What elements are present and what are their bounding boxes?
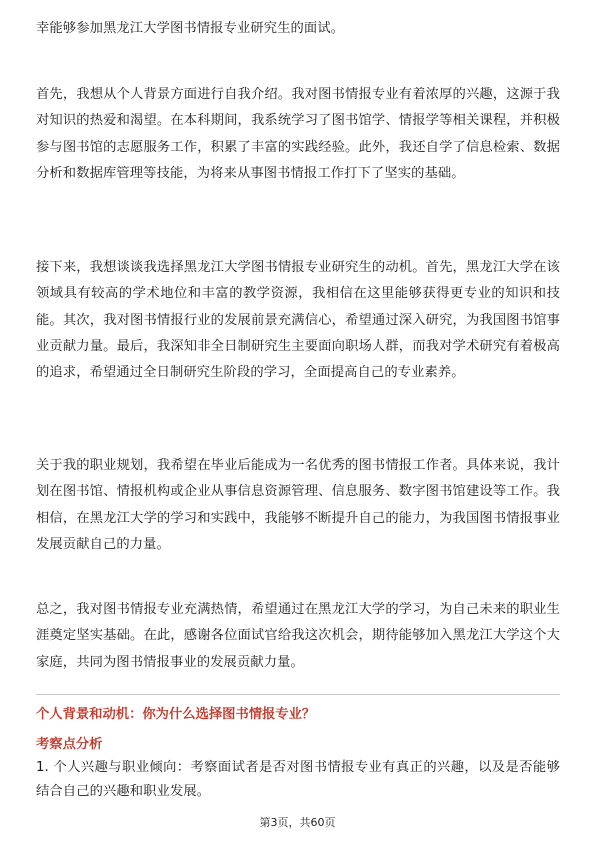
page-number: 第3页，共60页 [259,816,336,829]
paragraph-motivation: 接下来，我想谈谈我选择黑龙江大学图书情报专业研究生的动机。首先，黑龙江大学在该领域具有较高的学术地位和丰富的教学资源，我相信在这里能够获得更专业的知识和技能。其次，我对图书情报行业的发展前景充满信心，希望通过深入研究，为我国图书馆事业贡献力量。最后，我深知非全日制研究生主要面向职场人群，而我对学术研究有着极高的追求，希望通过全日制研究生阶段的学习，全面提高自己的专业素养。 [36,260,560,381]
paragraph-career-plan: 关于我的职业规划，我希望在毕业后能成为一名优秀的图书情报工作者。具体来说，我计划在图书馆、情报机构或企业从事信息资源管理、信息服务、数字图书馆建设等工作。我相信，在黑龙江大学的学习和实践中，我能够不断提升自己的能力，为我国图书情报事业发展贡献自己的力量。 [36,458,560,552]
analysis-point-1: 1. 个人兴趣与职业倾向：考察面试者是否对图书情报专业有真正的兴趣，以及是否能够结合自己的兴趣和职业发展。 [36,760,560,799]
analysis-heading: 考察点分析 [36,737,103,752]
section-divider [36,694,560,695]
paragraph-intro-tail: 幸能够参加黑龙江大学图书情报专业研究生的面试。 [36,21,345,36]
paragraph-conclusion: 总之，我对图书情报专业充满热情，希望通过在黑龙江大学的学习，为自己未来的职业生涯奠定坚实基础。在此，感谢各位面试官给我这次机会，期待能够加入黑龙江大学这个大家庭，共同为图书情报事业的发展贡献力量。 [36,602,560,670]
paragraph-background: 首先，我想从个人背景方面进行自我介绍。我对图书情报专业有着浓厚的兴趣，这源于我对知识的热爱和渴望。在本科期间，我系统学习了图书馆学、情报学等相关课程，并积极参与图书馆的志愿服务工作，积累了丰富的实践经验。此外，我还自学了信息检索、数据分析和数据库管理等技能，为将来从事图书情报工作打下了坚实的基础。 [36,87,560,181]
question-title: 个人背景和动机：你为什么选择图书情报专业？ [36,707,316,722]
